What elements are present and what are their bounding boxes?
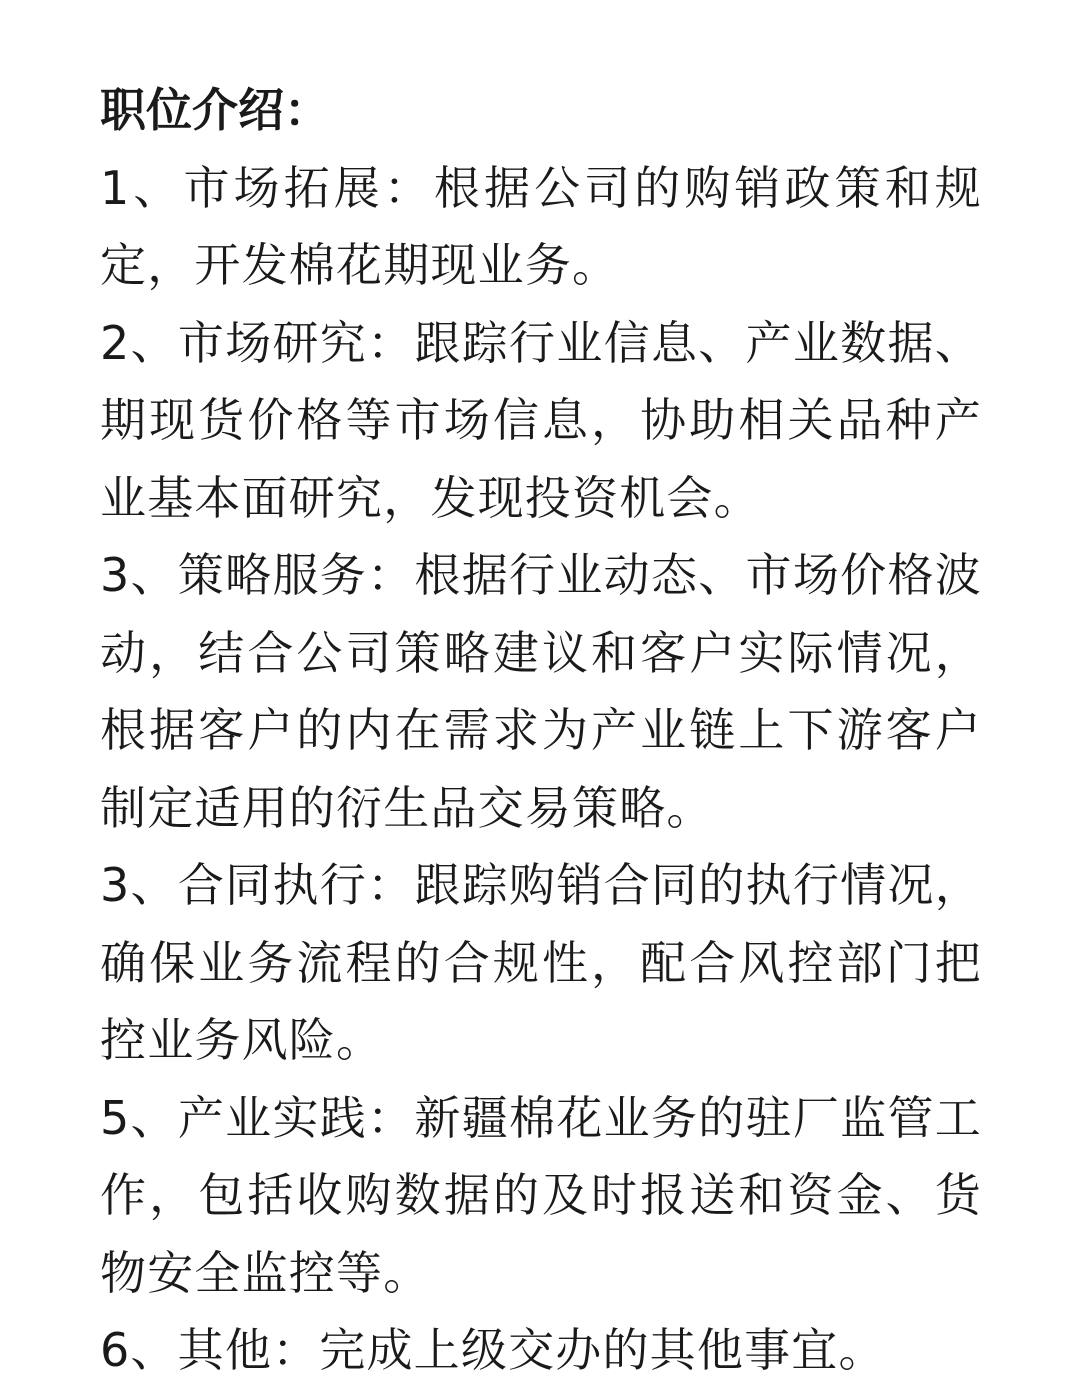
- duty-item-industry-practice: 5、产业实践：新疆棉花业务的驻厂监管工作，包括收购数据的及时报送和资金、货物安全监控等。: [100, 1090, 982, 1300]
- duty-item-strategy-service: 3、策略服务：根据行业动态、市场价格波动，结合公司策略建议和客户实际情况，根据客户的内在需求为产业链上下游客户制定适用的衍生品交易策略。: [100, 548, 982, 835]
- job-description: [100, 72, 982, 1390]
- duty-item-other: 6、其他：完成上级交办的其他事宜。: [100, 1323, 886, 1377]
- section-heading: 职位介绍：: [100, 83, 330, 137]
- duty-item-market-research: 2、市场研究：跟踪行业信息、产业数据、期现货价格等市场信息，协助相关品种产业基本面研究，发现投资机会。: [100, 315, 982, 525]
- duty-item-contract-execution: 3、合同执行：跟踪购销合同的执行情况，确保业务流程的合规性，配合风控部门把控业务风险。: [100, 858, 982, 1067]
- duty-item-market-expansion: 1、市场拓展：根据公司的购销政策和规定，开发棉花期现业务。: [100, 160, 982, 292]
